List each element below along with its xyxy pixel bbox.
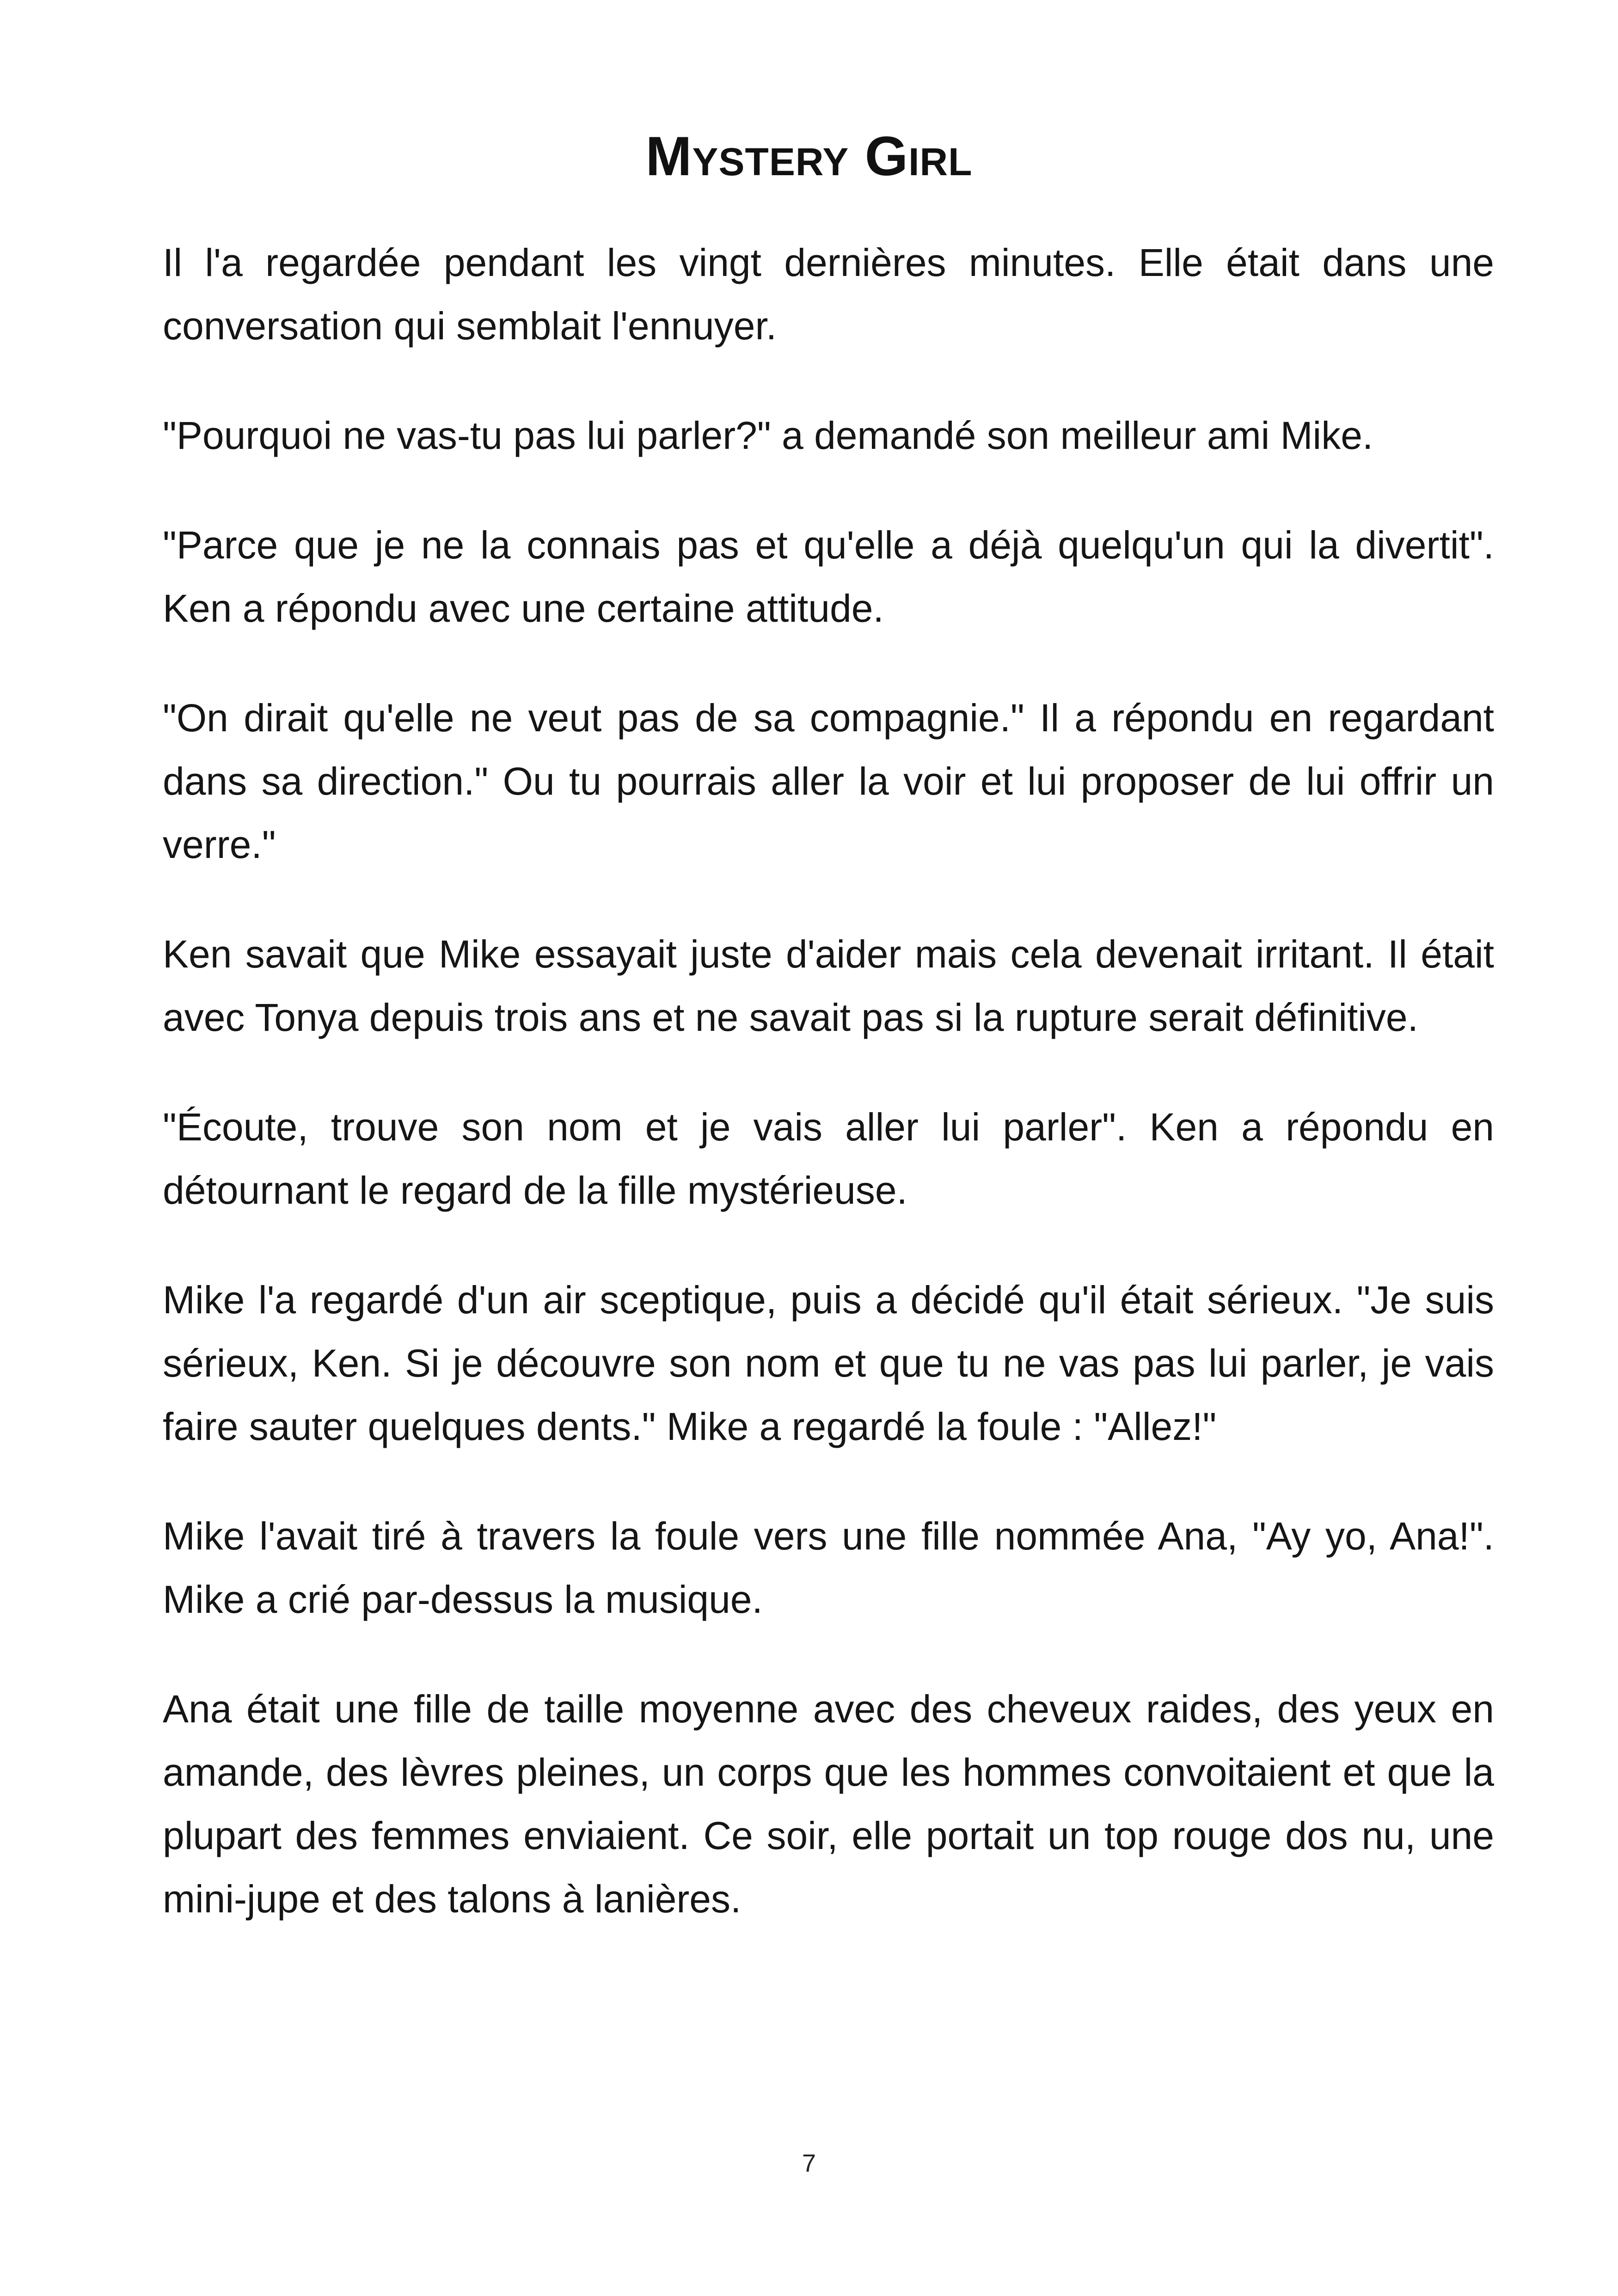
- paragraph: Mike l'a regardé d'un air sceptique, puis a décidé qu'il était sérieux. "Je suis sérieux, Ken. Si je découvre son nom et que tu ne vas pas lui parler, je vais faire sauter quelques dents." Mike a regardé la foule : "Allez!": [163, 1278, 1494, 1448]
- body-text: [163, 231, 1494, 1977]
- page-title: Mystery Girl: [645, 125, 973, 187]
- paragraph: Ken savait que Mike essayait juste d'aider mais cela devenait irritant. Il était avec Tonya depuis trois ans et ne savait pas si la rupture serait définitive.: [163, 932, 1494, 1039]
- paragraph: "Pourquoi ne vas-tu pas lui parler?" a demandé son meilleur ami Mike.: [163, 414, 1373, 457]
- page-number: 7: [802, 2149, 816, 2177]
- paragraph: "Écoute, trouve son nom et je vais aller lui parler". Ken a répondu en détournant le regard de la fille mystérieuse.: [163, 1105, 1494, 1212]
- paragraph: Ana était une fille de taille moyenne avec des cheveux raides, des yeux en amande, des lèvres pleines, un corps que les hommes convoitaient et que la plupart des femmes enviaient. Ce soir, elle portait un top rouge dos nu, une mini-jupe et des talons à lanières.: [163, 1687, 1494, 1921]
- paragraph: Mike l'avait tiré à travers la foule vers une fille nommée Ana, "Ay yo, Ana!". Mike a crié par-dessus la musique.: [163, 1514, 1494, 1621]
- paragraph: Il l'a regardée pendant les vingt dernières minutes. Elle était dans une conversation qui semblait l'ennuyer.: [163, 241, 1494, 348]
- paragraph: "On dirait qu'elle ne veut pas de sa compagnie." Il a répondu en regardant dans sa direction." Ou tu pourrais aller la voir et lui proposer de lui offrir un verre.": [163, 696, 1494, 866]
- paragraph: "Parce que je ne la connais pas et qu'elle a déjà quelqu'un qui la divertit". Ken a répondu avec une certaine attitude.: [163, 523, 1494, 630]
